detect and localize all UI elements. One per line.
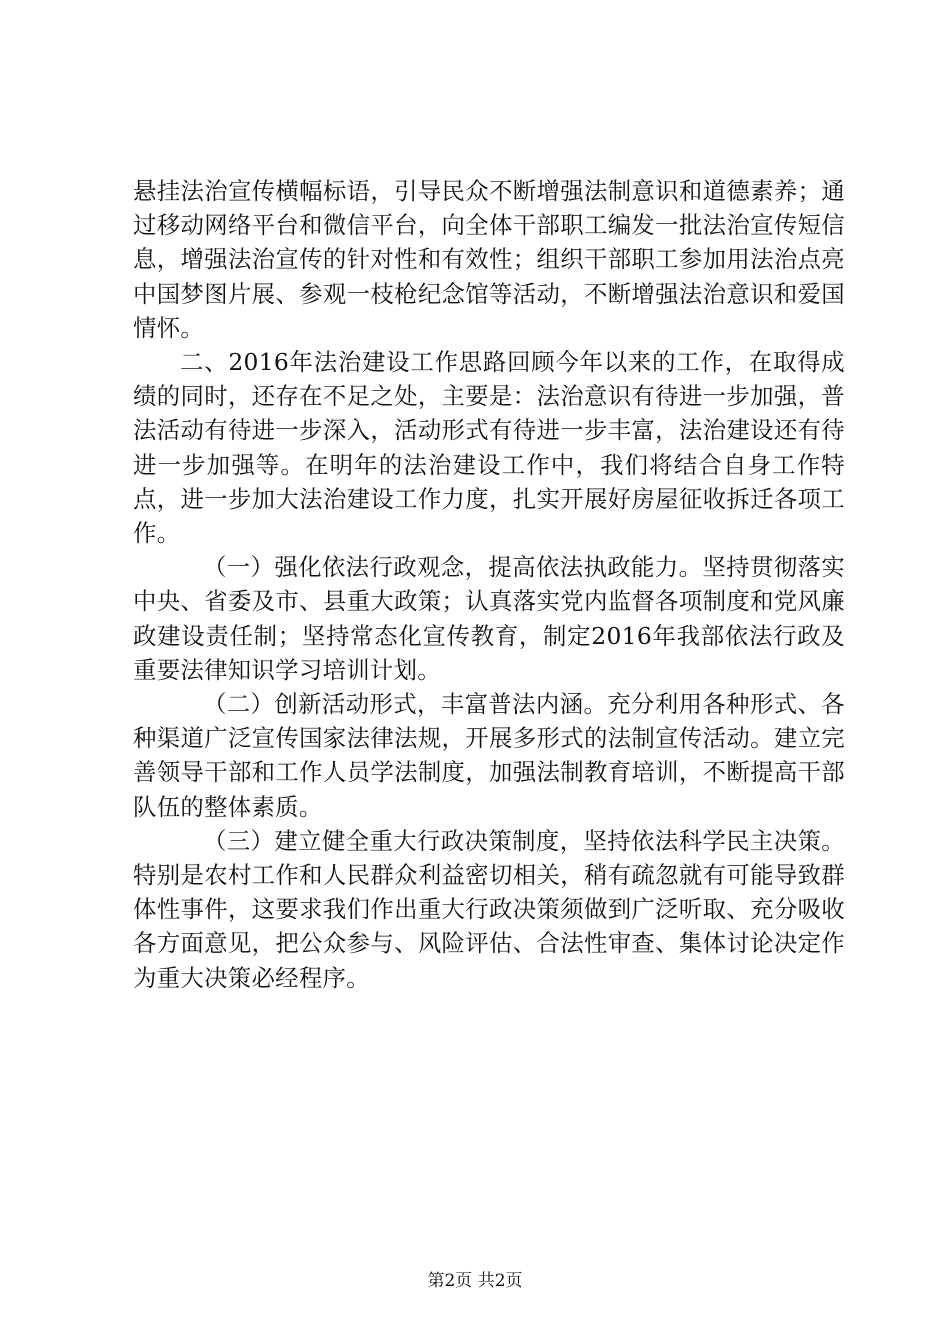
paragraph-continuation: 悬挂法治宣传横幅标语，引导民众不断增强法制意识和道德素养；通过移动网络平台和微信平台，向全体干部职工编发一批法治宣传短信息，增强法治宣传的针对性和有效性；组织干部职工参加用法治点亮中国梦图片展、参观一枝枪纪念馆等活动，不断增强法治意识和爱国情怀。 [133,177,845,342]
page-number-label: 第2页 共2页 [427,1271,523,1291]
paragraph-item-three: （三）建立健全重大行政决策制度，坚持依法科学民主决策。特别是农村工作和人民群众利益密切相关，稍有疏忽就有可能导致群体性事件，这要求我们作出重大行政决策须做到广泛听取、充分吸收各方面意见，把公众参与、风险评估、合法性审查、集体讨论决定作为重大决策必经程序。 [133,826,845,992]
paragraph-item-two: （二）创新活动形式，丰富普法内涵。充分利用各种形式、各种渠道广泛宣传国家法律法规，开展多形式的法制宣传活动。建立完善领导干部和工作人员学法制度，加强法制教育培训，不断提高干部队伍的整体素质。 [133,690,845,821]
page-footer [0,1271,950,1291]
paragraph-section-two: 二、2016年法治建设工作思路回顾今年以来的工作，在取得成绩的同时，还存在不足之处，主要是：法治意识有待进一步加强，普法活动有待进一步深入，活动形式有待进一步丰富，法治建设还有待进一步加强等。在明年的法治建设工作中，我们将结合自身工作特点，进一步加大法治建设工作力度，扎实开展好房屋征收拆迁各项工作。 [133,348,845,548]
document-body [133,174,845,995]
paragraph-item-one: （一）强化依法行政观念，提高依法执政能力。坚持贯彻落实中央、省委及市、县重大政策；认真落实党内监督各项制度和党风廉政建设责任制；坚持常态化宣传教育，制定2016年我部依法行政及重要法律知识学习培训计划。 [133,553,845,684]
